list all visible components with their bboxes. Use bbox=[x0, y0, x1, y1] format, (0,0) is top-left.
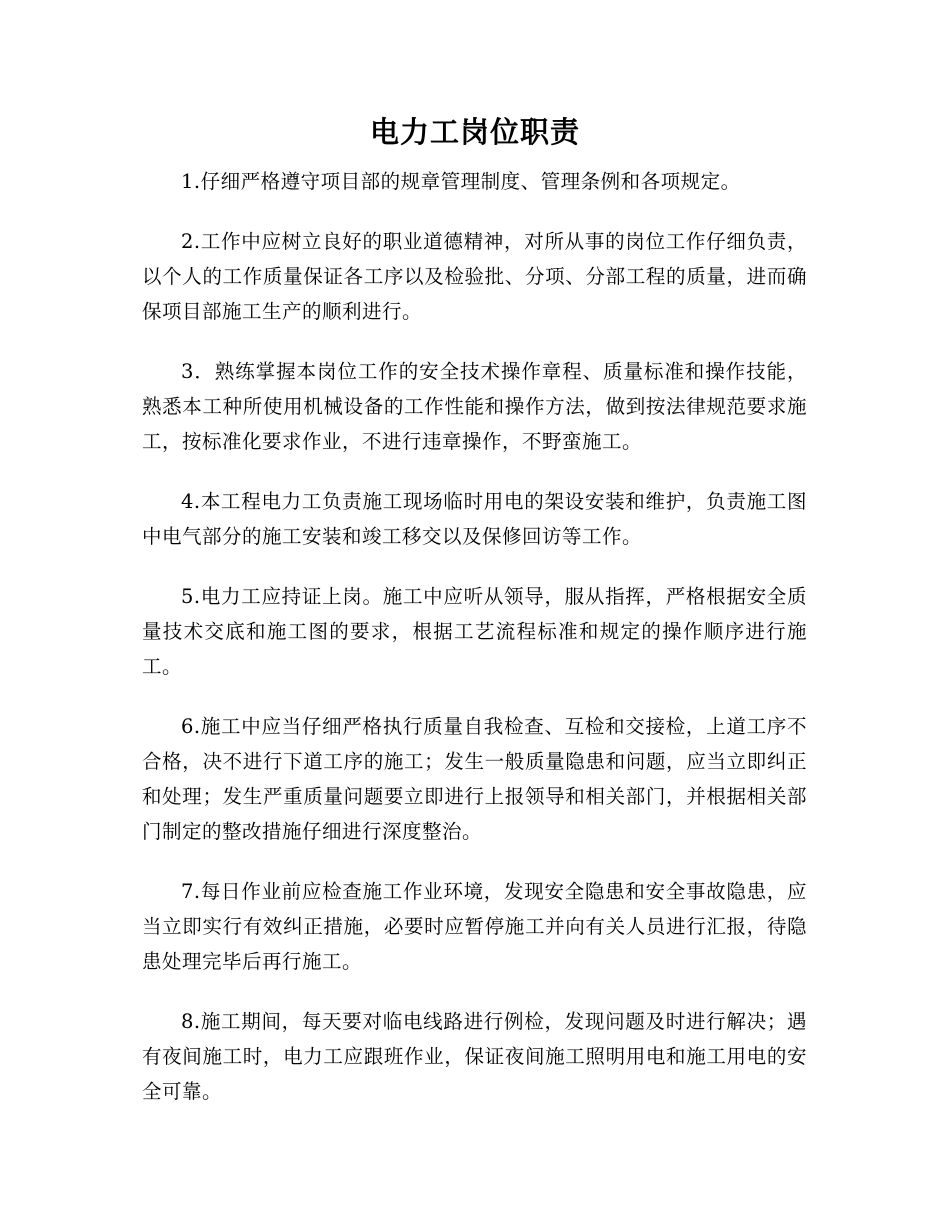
paragraph-8: 8.施工期间，每天要对临电线路进行例检，发现问题及时进行解决；遇有夜间施工时，电力工应跟班作业，保证夜间施工照明用电和施工用电的安全可靠。 bbox=[142, 1010, 807, 1103]
paragraph-7: 7.每日作业前应检查施工作业环境，发现安全隐患和安全事故隐患，应当立即实行有效纠正措施，必要时应暂停施工并向有关人员进行汇报，待隐患处理完毕后再行施工。 bbox=[142, 880, 807, 973]
paragraph-5: 5.电力工应持证上岗。施工中应听从领导，服从指挥，严格根据安全质量技术交底和施工图的要求，根据工艺流程标准和规定的操作顺序进行施工。 bbox=[142, 585, 807, 678]
paragraph-2: 2.工作中应树立良好的职业道德精神，对所从事的岗位工作仔细负责，以个人的工作质量保证各工序以及检验批、分项、分部工程的质量，进而确保项目部施工生产的顺利进行。 bbox=[142, 230, 807, 323]
document-title: 电力工岗位职责 bbox=[369, 115, 580, 149]
document-body bbox=[142, 164, 807, 1134]
paragraph-3: 3．熟练掌握本岗位工作的安全技术操作章程、质量标准和操作技能，熟悉本工种所使用机械设备的工作性能和操作方法，做到按法律规范要求施工，按标准化要求作业，不进行违章操作，不野蛮施工。 bbox=[142, 360, 807, 453]
paragraph-4: 4.本工程电力工负责施工现场临时用电的架设安装和维护，负责施工图中电气部分的施工安装和竣工移交以及保修回访等工作。 bbox=[142, 490, 807, 548]
paragraph-1: 1.仔细严格遵守项目部的规章管理制度、管理条例和各项规定。 bbox=[181, 170, 741, 193]
paragraph-6: 6.施工中应当仔细严格执行质量自我检查、互检和交接检，上道工序不合格，决不进行下道工序的施工；发生一般质量隐患和问题，应当立即纠正和处理；发生严重质量问题要立即进行上报领导和相关部门，并根据相关部门制定的整改措施仔细进行深度整治。 bbox=[142, 715, 807, 843]
